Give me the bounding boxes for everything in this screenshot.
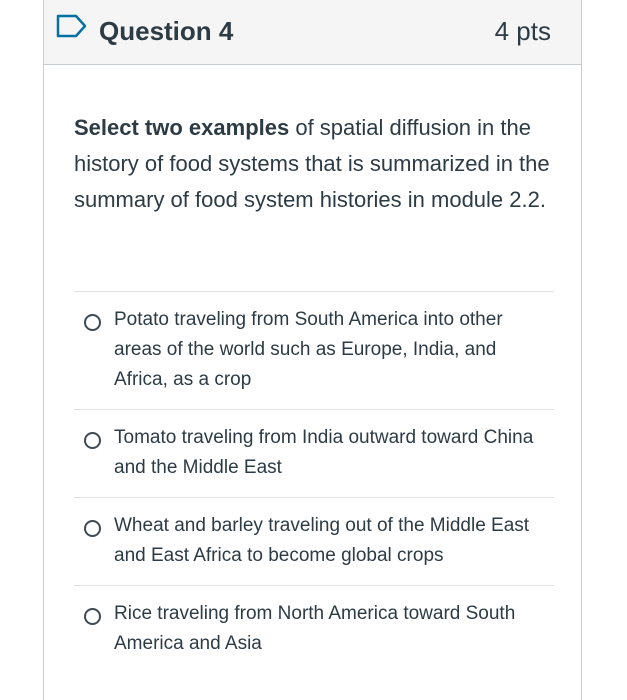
flag-icon[interactable] xyxy=(56,14,88,38)
answer-label[interactable]: Potato traveling from South America into other areas of the world such as Europe, India, and Africa, as a crop xyxy=(114,309,503,390)
radio-unchecked-icon[interactable] xyxy=(84,314,101,331)
answer-option[interactable] xyxy=(74,409,554,497)
answer-option[interactable] xyxy=(74,585,554,673)
radio-unchecked-icon[interactable] xyxy=(84,608,101,625)
answer-label[interactable]: Tomato traveling from India outward toward China and the Middle East xyxy=(114,427,534,478)
question-header xyxy=(44,0,581,65)
question-points: 4 pts xyxy=(494,16,551,46)
question-card xyxy=(43,0,582,700)
answer-list xyxy=(74,291,554,673)
radio-unchecked-icon[interactable] xyxy=(84,432,101,449)
answer-option[interactable] xyxy=(74,497,554,585)
answer-label[interactable]: Rice traveling from North America toward South America and Asia xyxy=(114,603,516,654)
radio-unchecked-icon[interactable] xyxy=(84,520,101,537)
question-text-rest: of spatial diffusion in the history of food systems that is summarized in the summary of food system histories in module 2.2. xyxy=(74,115,550,212)
question-text-bold: Select two examples xyxy=(74,115,290,140)
question-text xyxy=(74,110,554,218)
question-title: Question 4 xyxy=(99,16,234,46)
answer-option[interactable] xyxy=(74,291,554,409)
answer-label[interactable]: Wheat and barley traveling out of the Middle East and East Africa to become global crops xyxy=(114,515,530,566)
